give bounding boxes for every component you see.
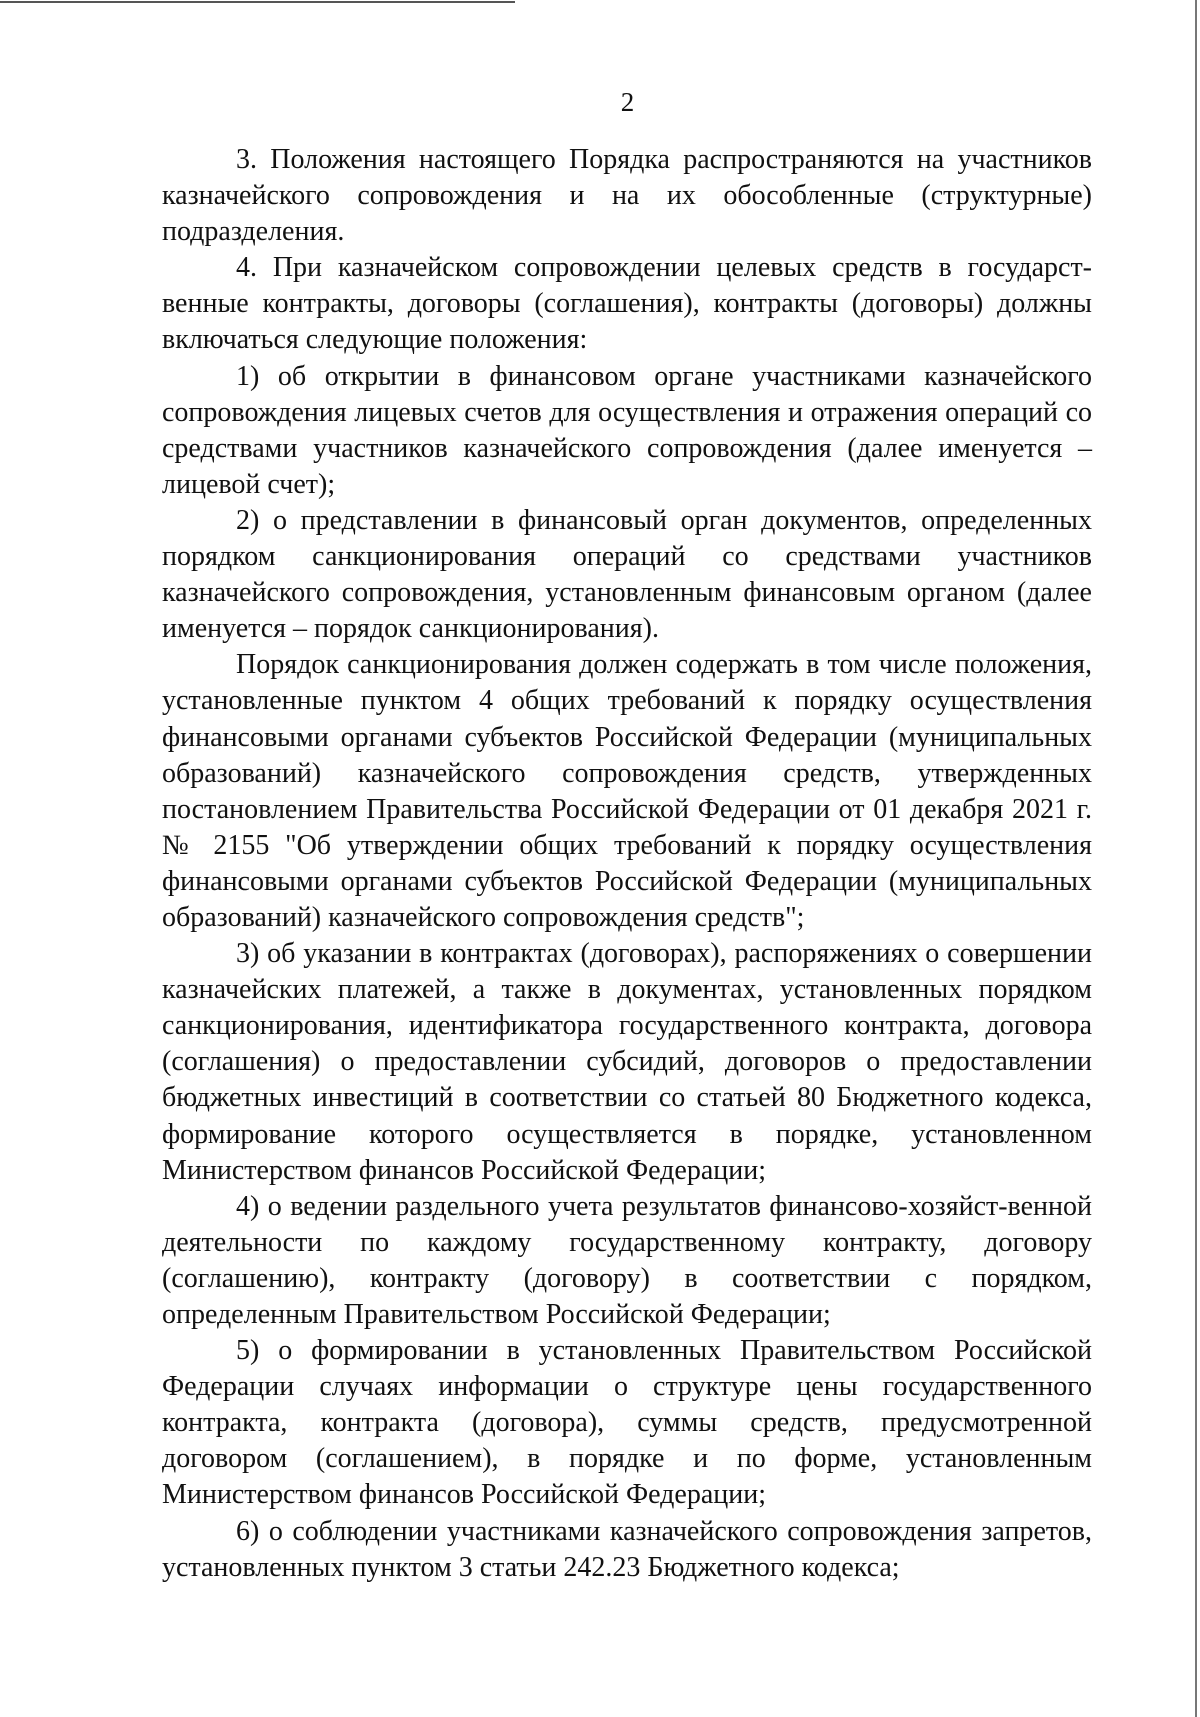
paragraph-item-5: 5) о формировании в установленных Правительством Российской Федерации случаях информации о структуре цены государственного контракта, контракта (договора), суммы средств, предусмотренной договором (соглашением), в порядке и по форме, установленным Министерством финансов Российской Федерации;: [162, 1335, 1092, 1511]
paragraph-item-6: 6) о соблюдении участниками казначейского сопровождения запретов, установленных пунктом 3 статьи 242.23 Бюджетного кодекса;: [162, 1515, 1092, 1583]
paragraph-item-2: 2) о представлении в финансовый орган документов, определенных порядком санкционирования операций со средствами участников казначейского сопровождения, установленным финансовым органом (далее именуется – порядок санкционирования).: [162, 504, 1092, 645]
paragraph-item-3: 3) об указании в контрактах (договорах), распоряжениях о совершении казначейских платежей, а также в документах, установленных порядком санкционирования, идентификатора государственного контракта, договора (соглашения) о предоставлении субсидий, договоров о предоставлении бюджетных инвестиций в соответствии со статьей 80 Бюджетного кодекса, формирование которого осуществляется в порядке, установленном Министерством финансов Российской Федерации;: [162, 938, 1092, 1186]
document-body: [162, 142, 1092, 1586]
paragraph-item-4: 4) о ведении раздельного учета результатов финансово-хозяйст-венной деятельности по каждому государственному контракту, договору (соглашению), контракту (договору) в соответствии с порядком, определенным Правительством Российской Федерации;: [162, 1190, 1092, 1330]
scan-edge-line-top: [0, 1, 515, 3]
paragraph-4-intro: 4. При казначейском сопровождении целевых средств в государст-венные контракты, договоры (соглашения), контракты (договоры) должны включаться следующие положения:: [162, 252, 1092, 356]
scan-edge-line-right: [1195, 0, 1197, 1717]
paragraph-3-scope: 3. Положения настоящего Порядка распространяются на участников казначейского сопровождения и на их обособленные (структурные) подразделения.: [162, 144, 1092, 248]
paragraph-item-1: 1) об открытии в финансовом органе участниками казначейского сопровождения лицевых счетов для осуществления и отражения операций со средствами участников казначейского сопровождения (далее именуется – лицевой счет);: [162, 360, 1092, 500]
paragraph-sanction-procedure: Порядок санкционирования должен содержать в том числе положения, установленные пунктом 4 общих требований к порядку осуществления финансовыми органами субъектов Российской Федерации (муниципальных образований) казначейского сопровождения средств, утвержденных постановлением Правительства Российской Федерации от 01 декабря 2021 г. № 2155 "Об утверждении общих требований к порядку осуществления финансовыми органами субъектов Российской Федерации (муниципальных образований) казначейского сопровождения средств";: [162, 649, 1092, 933]
page-number: 2: [620, 87, 635, 117]
